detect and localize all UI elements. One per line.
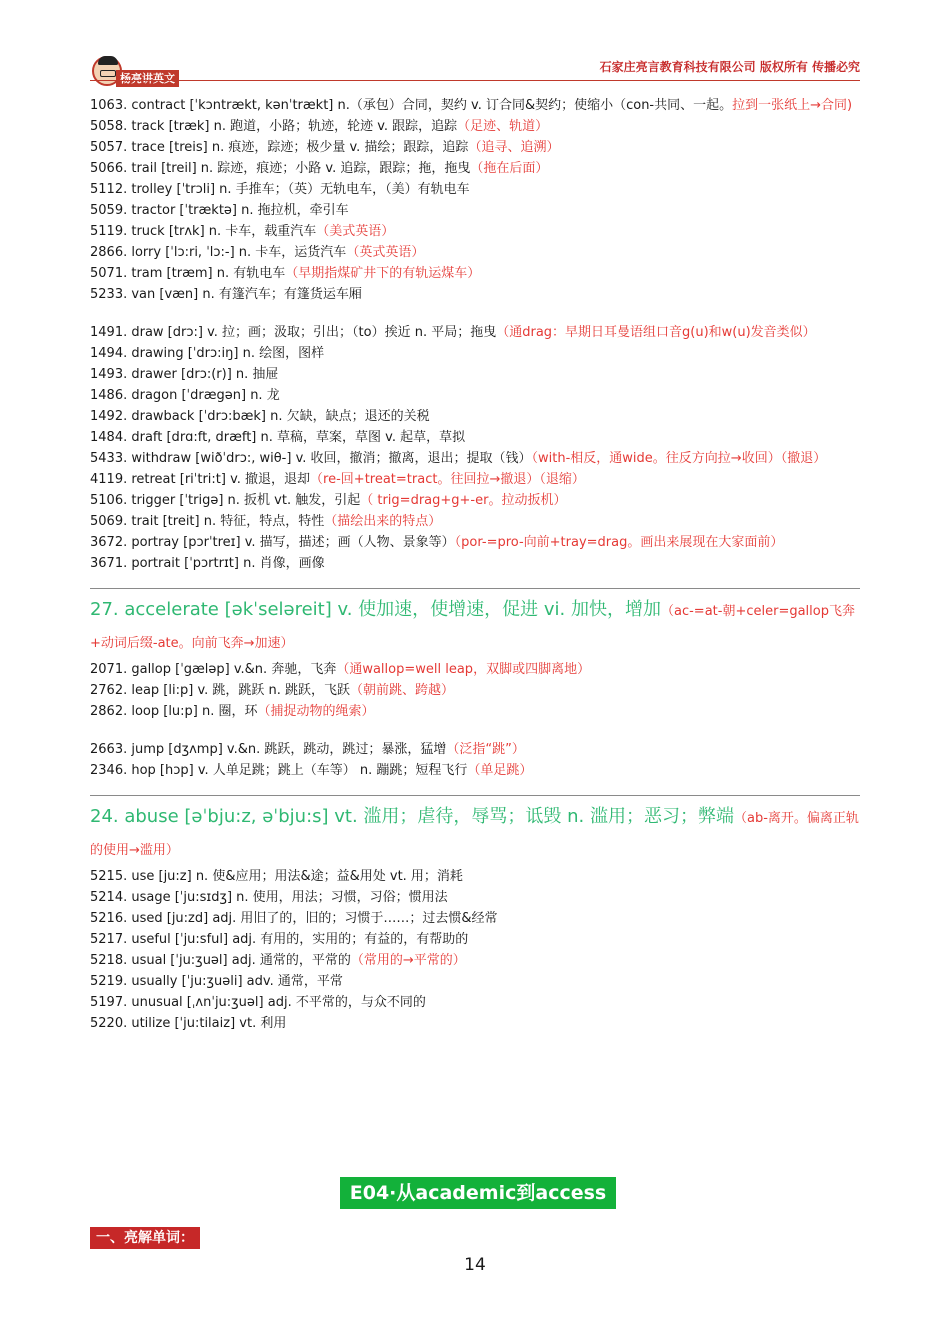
entry-definition: 5066. trail [treil] n. 踪迹，痕迹；小路 v. 追踪，跟踪；拖，拖曳 (90, 161, 471, 176)
entry-definition: 1486. dragon [ˈdrægən] n. 龙 (90, 388, 280, 403)
word-entry (90, 179, 860, 200)
word-entry (90, 739, 860, 760)
entry-etymology-note: （英式英语） (346, 245, 425, 260)
word-entry (90, 553, 860, 574)
entry-definition: 2663. jump [dʒʌmp] v.&n. 跳跃，跳动，跳过；暴涨，猛增 (90, 742, 447, 757)
entry-definition: 1492. drawback [ˈdrɔ:bæk] n. 欠缺，缺点；退还的关税 (90, 409, 430, 424)
entry-etymology-note: （通wallop=well leap，双脚或四脚离地） (336, 662, 591, 677)
entry-etymology-note: （常用的→平常的） (350, 953, 466, 968)
page-content (90, 95, 860, 1034)
entry-etymology-note: （捕捉动物的绳索） (257, 704, 375, 719)
word-entry (90, 532, 860, 553)
entry-group-draw (90, 322, 860, 574)
header-divider (90, 80, 860, 81)
entry-definition: 1063. contract [ˈkɔntrækt, kənˈtrækt] n.（承包）合同，契约 v. 订合同&契约；使缩小（con-共同、一起。 (90, 98, 733, 113)
spacer (90, 722, 860, 739)
word-entry (90, 385, 860, 406)
entry-definition: 5197. unusual [ˌʌnˈju:ʒuəl] adj. 不平常的，与众不同的 (90, 995, 426, 1010)
word-entry (90, 221, 860, 242)
word-entry (90, 322, 860, 343)
company-name: 石家庄亮言教育科技有限公司 版权所有 传播必究 (599, 60, 860, 74)
headword-note: （ac-=at-朝+celer=gallop飞奔+动词后缀-ate。向前飞奔→加速） (90, 604, 855, 651)
page-number: 14 (464, 1255, 486, 1275)
entry-etymology-note: （拖在后面） (470, 161, 549, 176)
word-entry (90, 760, 860, 781)
headword-note: （ab-离开。偏离正轨的使用→滥用） (90, 811, 859, 858)
entry-definition: 5215. use [ju:z] n. 使&应用；用法&途；益&用处 vt. 用；消耗 (90, 869, 463, 884)
entry-etymology-note: （朝前跳、跨越） (350, 683, 455, 698)
word-entry (90, 659, 860, 680)
word-entry (90, 448, 860, 469)
entry-definition: 5214. usage [ˈju:sɪdʒ] n. 使用，用法；习惯，习俗；惯用法 (90, 890, 448, 905)
entry-definition: 4119. retreat [riˈtri:t] v. 撤退，退却 (90, 472, 311, 487)
entry-definition: 5069. trait [treit] n. 特征，特点，特性 (90, 514, 325, 529)
entry-definition: 5057. trace [treis] n. 痕迹，踪迹；极少量 v. 描绘；跟踪，追踪 (90, 140, 469, 155)
section-divider (90, 795, 860, 796)
word-entry (90, 950, 860, 971)
word-entry (90, 680, 860, 701)
word-entry (90, 490, 860, 511)
word-entry (90, 971, 860, 992)
entry-group-track (90, 95, 860, 305)
word-entry (90, 406, 860, 427)
entry-etymology-note: （单足跳） (467, 763, 533, 778)
entry-etymology-note: （早期指煤矿井下的有轨运煤车） (285, 266, 481, 281)
entry-etymology-note: （re-回+treat=tract。往回拉→撤退）（退缩） (310, 472, 585, 487)
entry-definition: 5071. tram [træm] n. 有轨电车 (90, 266, 286, 281)
entry-definition: 5220. utilize [ˈju:tilaiz] vt. 利用 (90, 1016, 287, 1031)
word-entry (90, 929, 860, 950)
section-divider (90, 588, 860, 589)
entry-definition: 5058. track [træk] n. 跑道，小路；轨迹，轮迹 v. 跟踪，追踪 (90, 119, 458, 134)
entry-definition: 5112. trolley [ˈtrɔli] n. 手推车；（英）无轨电车，（美）有轨电车 (90, 182, 470, 197)
section-label: 一、亮解单词： (90, 1227, 200, 1249)
word-entry (90, 469, 860, 490)
logo-text: 杨亮讲英文 (116, 70, 179, 87)
entry-etymology-note: （足迹、轨道） (457, 119, 549, 134)
word-entry (90, 343, 860, 364)
entry-etymology-note: （美式英语） (316, 224, 395, 239)
entry-definition: 5119. truck [trʌk] n. 卡车，载重汽车 (90, 224, 317, 239)
headword-text: 24. abuse [əˈbju:z, əˈbju:s] vt. 滥用；虐待，辱骂；诋毁 n. 滥用；恶习；弊端 (90, 806, 734, 827)
page-header (90, 52, 860, 94)
entry-group-jump (90, 739, 860, 781)
entry-etymology-note: （por-=pro-向前+tray=drag。画出来展现在大家面前） (454, 535, 784, 550)
word-entry (90, 158, 860, 179)
word-entry (90, 992, 860, 1013)
entry-definition: 2862. loop [lu:p] n. 圈，环 (90, 704, 258, 719)
entry-etymology-note: （ trig=drag+g+-er。拉动扳机） (360, 493, 567, 508)
entry-definition: 5433. withdraw [wiðˈdrɔ:, wiθ-] v. 收回，撤消；撤离，退出；提取（钱） (90, 451, 532, 466)
entry-etymology-note: （with-相反，通wide。往反方向拉→收回）（撤退） (531, 451, 827, 466)
entry-etymology-note: （通drag：早期日耳曼语组口音g(u)和w(u)发音类似） (496, 325, 816, 340)
headword-abuse (90, 802, 860, 866)
entry-definition: 3672. portray [pɔrˈtreɪ] v. 描写，描述；画（人物、景象等） (90, 535, 455, 550)
word-entry (90, 242, 860, 263)
entry-definition: 3671. portrait [ˈpɔrtrɪt] n. 肖像，画像 (90, 556, 325, 571)
entry-etymology-note: （泛指“跳”） (446, 742, 525, 757)
word-entry (90, 263, 860, 284)
word-entry (90, 866, 860, 887)
word-entry (90, 427, 860, 448)
word-entry (90, 200, 860, 221)
entry-definition: 5219. usually [ˈju:ʒuəli] adv. 通常，平常 (90, 974, 343, 989)
headword-accelerate (90, 595, 860, 659)
word-entry (90, 364, 860, 385)
entry-etymology-note: 拉到一张纸上→合同) (732, 98, 853, 113)
entry-definition: 5217. useful [ˈju:sful] adj. 有用的，实用的；有益的，有帮助的 (90, 932, 469, 947)
entry-definition: 5106. trigger [ˈtrigə] n. 扳机 vt. 触发，引起 (90, 493, 361, 508)
entry-definition: 1484. draft [drɑ:ft, dræft] n. 草稿，草案，草图 v. 起草，草拟 (90, 430, 466, 445)
entry-etymology-note: （描绘出来的特点） (324, 514, 442, 529)
entry-etymology-note: （追寻、追溯） (468, 140, 560, 155)
word-entry (90, 887, 860, 908)
entry-definition: 5233. van [væn] n. 有篷汽车；有篷货运车厢 (90, 287, 362, 302)
word-entry (90, 908, 860, 929)
entry-definition: 1493. drawer [drɔ:(r)] n. 抽屉 (90, 367, 279, 382)
entry-definition: 2866. lorry [ˈlɔ:ri, ˈlɔ:-] n. 卡车，运货汽车 (90, 245, 347, 260)
entry-definition: 1491. draw [drɔ:] v. 拉；画；汲取；引出；（to）挨近 n. 平局；拖曳 (90, 325, 497, 340)
word-entry (90, 116, 860, 137)
logo (90, 56, 186, 90)
entry-definition: 1494. drawing [ˈdrɔ:iŋ] n. 绘图，图样 (90, 346, 325, 361)
word-entry (90, 1013, 860, 1034)
entry-definition: 2071. gallop [ˈgæləp] v.&n. 奔驰，飞奔 (90, 662, 337, 677)
entry-group-gallop (90, 659, 860, 722)
word-entry (90, 284, 860, 305)
word-entry (90, 95, 860, 116)
entry-definition: 5216. used [ju:zd] adj. 用旧了的，旧的；习惯于……；过去惯&经常 (90, 911, 498, 926)
word-entry (90, 511, 860, 532)
spacer (90, 305, 860, 322)
word-entry (90, 137, 860, 158)
entry-group-use (90, 866, 860, 1034)
entry-definition: 2762. leap [li:p] v. 跳，跳跃 n. 跳跃，飞跃 (90, 683, 351, 698)
entry-definition: 2346. hop [hɔp] v. 人单足跳；跳上（车等） n. 蹦跳；短程飞行 (90, 763, 468, 778)
entry-definition: 5218. usual [ˈju:ʒuəl] adj. 通常的，平常的 (90, 953, 351, 968)
word-entry (90, 701, 860, 722)
entry-definition: 5059. tractor [ˈtræktə] n. 拖拉机，牵引车 (90, 203, 349, 218)
lesson-banner: E04·从academic到access (340, 1177, 616, 1209)
headword-text: 27. accelerate [əkˈseləreit] v. 使加速，使增速，促进 vi. 加快，增加 (90, 599, 661, 620)
